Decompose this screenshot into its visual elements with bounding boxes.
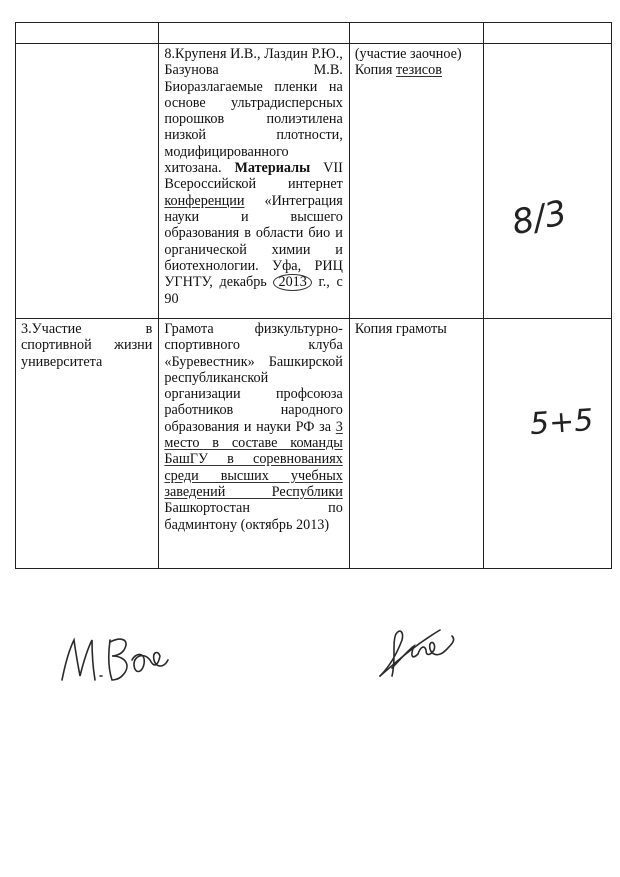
handwritten-score-mark: 8/3 bbox=[508, 192, 571, 244]
circled-year: 2013 bbox=[273, 274, 311, 291]
certificate-underlined-text: 3 место в составе команды БашГУ в соревнованиях среди высших учебных заведений Республики bbox=[164, 418, 343, 500]
evidence-line: Копия тезисов bbox=[354, 62, 442, 79]
row2-category-cell: 3.Участие в спортивной жизни университета bbox=[16, 319, 159, 569]
underlined-word: тезисов bbox=[395, 62, 442, 79]
signature-right bbox=[380, 630, 454, 676]
publication-underlined-text: конференции bbox=[164, 192, 245, 209]
signature-left bbox=[62, 639, 168, 680]
certificate-text: Башкортостан по бадминтону (октябрь 2013) bbox=[164, 500, 343, 533]
row2-evidence-cell: Копия грамоты bbox=[349, 319, 483, 569]
handwritten-score-mark: 5+5 bbox=[528, 402, 595, 443]
participation-note: (участие заочное) bbox=[354, 46, 462, 62]
publication-text: г., с 90 bbox=[164, 274, 343, 308]
publication-bold-text: Материалы bbox=[234, 160, 311, 177]
publication-text: VII Всероссийской интернет bbox=[164, 160, 343, 193]
certificate-text: Грамота физкультурно-спортивного клуба «Буревестник» Башкирской республиканской организации профсоюза работников народного образования и науки РФ за bbox=[164, 321, 343, 435]
publication-text: «Интеграция науки и высшего образования в области био и органической химии и биотехнологии. Уфа, РИЦ УГНТУ, декабрь bbox=[164, 192, 343, 291]
publication-text: 8.Крупеня И.В., Лаздин Р.Ю., Базунова М.В. Биоразлагаемые пленки на основе ультрадисперсных порошков полиэтилена низкой плотности, модифицированного хитозана. bbox=[164, 46, 343, 177]
